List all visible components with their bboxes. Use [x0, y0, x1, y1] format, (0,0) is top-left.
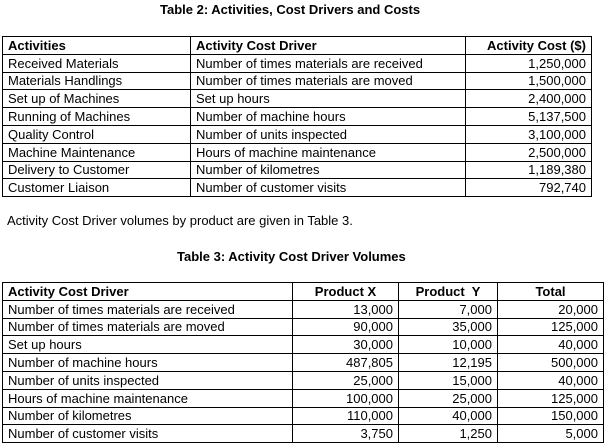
table-cell: Number of kilometres	[191, 161, 466, 179]
table-cell: 30,000	[293, 336, 399, 354]
table-cell: Hours of machine maintenance	[3, 389, 293, 407]
table-cell: 500,000	[498, 354, 604, 372]
table-cell: Running of Machines	[3, 108, 191, 126]
table-header-row	[3, 283, 604, 301]
table-cell: 2,400,000	[466, 90, 592, 108]
table-cell: 487,805	[293, 354, 399, 372]
table-row	[3, 72, 592, 90]
table-cell: 15,000	[399, 371, 498, 389]
table-cell: 90,000	[293, 318, 399, 336]
table-cell: 1,189,380	[466, 161, 592, 179]
table-cell: 1,500,000	[466, 72, 592, 90]
table-row	[3, 54, 592, 72]
table-row	[3, 425, 604, 443]
table-cell: 125,000	[498, 318, 604, 336]
table-row	[3, 143, 592, 161]
table-activities-costs	[2, 36, 592, 197]
table-cell: Number of times materials are received	[3, 300, 293, 318]
table-row	[3, 318, 604, 336]
table-cell: 3,750	[293, 425, 399, 443]
table-cell: 792,740	[466, 179, 592, 197]
table-cell: Set up of Machines	[3, 90, 191, 108]
table-row	[3, 108, 592, 126]
table-row	[3, 300, 604, 318]
table-cell: 25,000	[293, 371, 399, 389]
table-driver-volumes	[2, 282, 604, 443]
table-cell: Number of customer visits	[3, 425, 293, 443]
table-row	[3, 90, 592, 108]
table-cell: Materials Handlings	[3, 72, 191, 90]
header-product-x: Product X	[293, 283, 399, 301]
header-total: Total	[498, 283, 604, 301]
table-header-row	[3, 37, 592, 55]
table-cell: Hours of machine maintenance	[191, 143, 466, 161]
table-cell: Machine Maintenance	[3, 143, 191, 161]
header-activity-cost: Activity Cost ($)	[466, 37, 592, 55]
table-cell: Number of machine hours	[191, 108, 466, 126]
table-cell: Number of kilometres	[3, 407, 293, 425]
table-cell: 5,000	[498, 425, 604, 443]
header-product-y: Product Y	[399, 283, 498, 301]
table-row	[3, 179, 592, 197]
table-cell: 25,000	[399, 389, 498, 407]
table-cell: 35,000	[399, 318, 498, 336]
table-cell: 12,195	[399, 354, 498, 372]
table-cell: 5,137,500	[466, 108, 592, 126]
table-cell: 13,000	[293, 300, 399, 318]
table-cell: Set up hours	[3, 336, 293, 354]
table-cell: 20,000	[498, 300, 604, 318]
table-cell: Customer Liaison	[3, 179, 191, 197]
table-cell: Received Materials	[3, 54, 191, 72]
table-cell: Set up hours	[191, 90, 466, 108]
table-row	[3, 354, 604, 372]
table-row	[3, 161, 592, 179]
table-cell: Number of times materials are received	[191, 54, 466, 72]
table-cell: 7,000	[399, 300, 498, 318]
table-cell: Number of units inspected	[191, 125, 466, 143]
table-row	[3, 336, 604, 354]
table-cell: 150,000	[498, 407, 604, 425]
table-cell: 40,000	[399, 407, 498, 425]
table-row	[3, 125, 592, 143]
table-cell: 1,250,000	[466, 54, 592, 72]
table-cell: Number of times materials are moved	[191, 72, 466, 90]
intro-paragraph: Activity Cost Driver volumes by product are given in Table 3.	[7, 213, 353, 228]
table-cell: Number of customer visits	[191, 179, 466, 197]
table2-caption: Table 2: Activities, Cost Drivers and Costs	[160, 2, 421, 17]
table-cell: Number of machine hours	[3, 354, 293, 372]
table-cell: 3,100,000	[466, 125, 592, 143]
header-activity-cost-driver: Activity Cost Driver	[191, 37, 466, 55]
table-cell: 125,000	[498, 389, 604, 407]
table-row	[3, 407, 604, 425]
table-cell: Number of units inspected	[3, 371, 293, 389]
table-cell: Quality Control	[3, 125, 191, 143]
header-activity-cost-driver: Activity Cost Driver	[3, 283, 293, 301]
table-cell: 40,000	[498, 336, 604, 354]
table-cell: 100,000	[293, 389, 399, 407]
table-cell: Number of times materials are moved	[3, 318, 293, 336]
table-cell: 10,000	[399, 336, 498, 354]
table-cell: 110,000	[293, 407, 399, 425]
table-cell: 2,500,000	[466, 143, 592, 161]
table3-caption: Table 3: Activity Cost Driver Volumes	[177, 249, 406, 264]
table-row	[3, 389, 604, 407]
header-activities: Activities	[3, 37, 191, 55]
table-cell: 1,250	[399, 425, 498, 443]
table-cell: Delivery to Customer	[3, 161, 191, 179]
table-row	[3, 371, 604, 389]
table-cell: 40,000	[498, 371, 604, 389]
